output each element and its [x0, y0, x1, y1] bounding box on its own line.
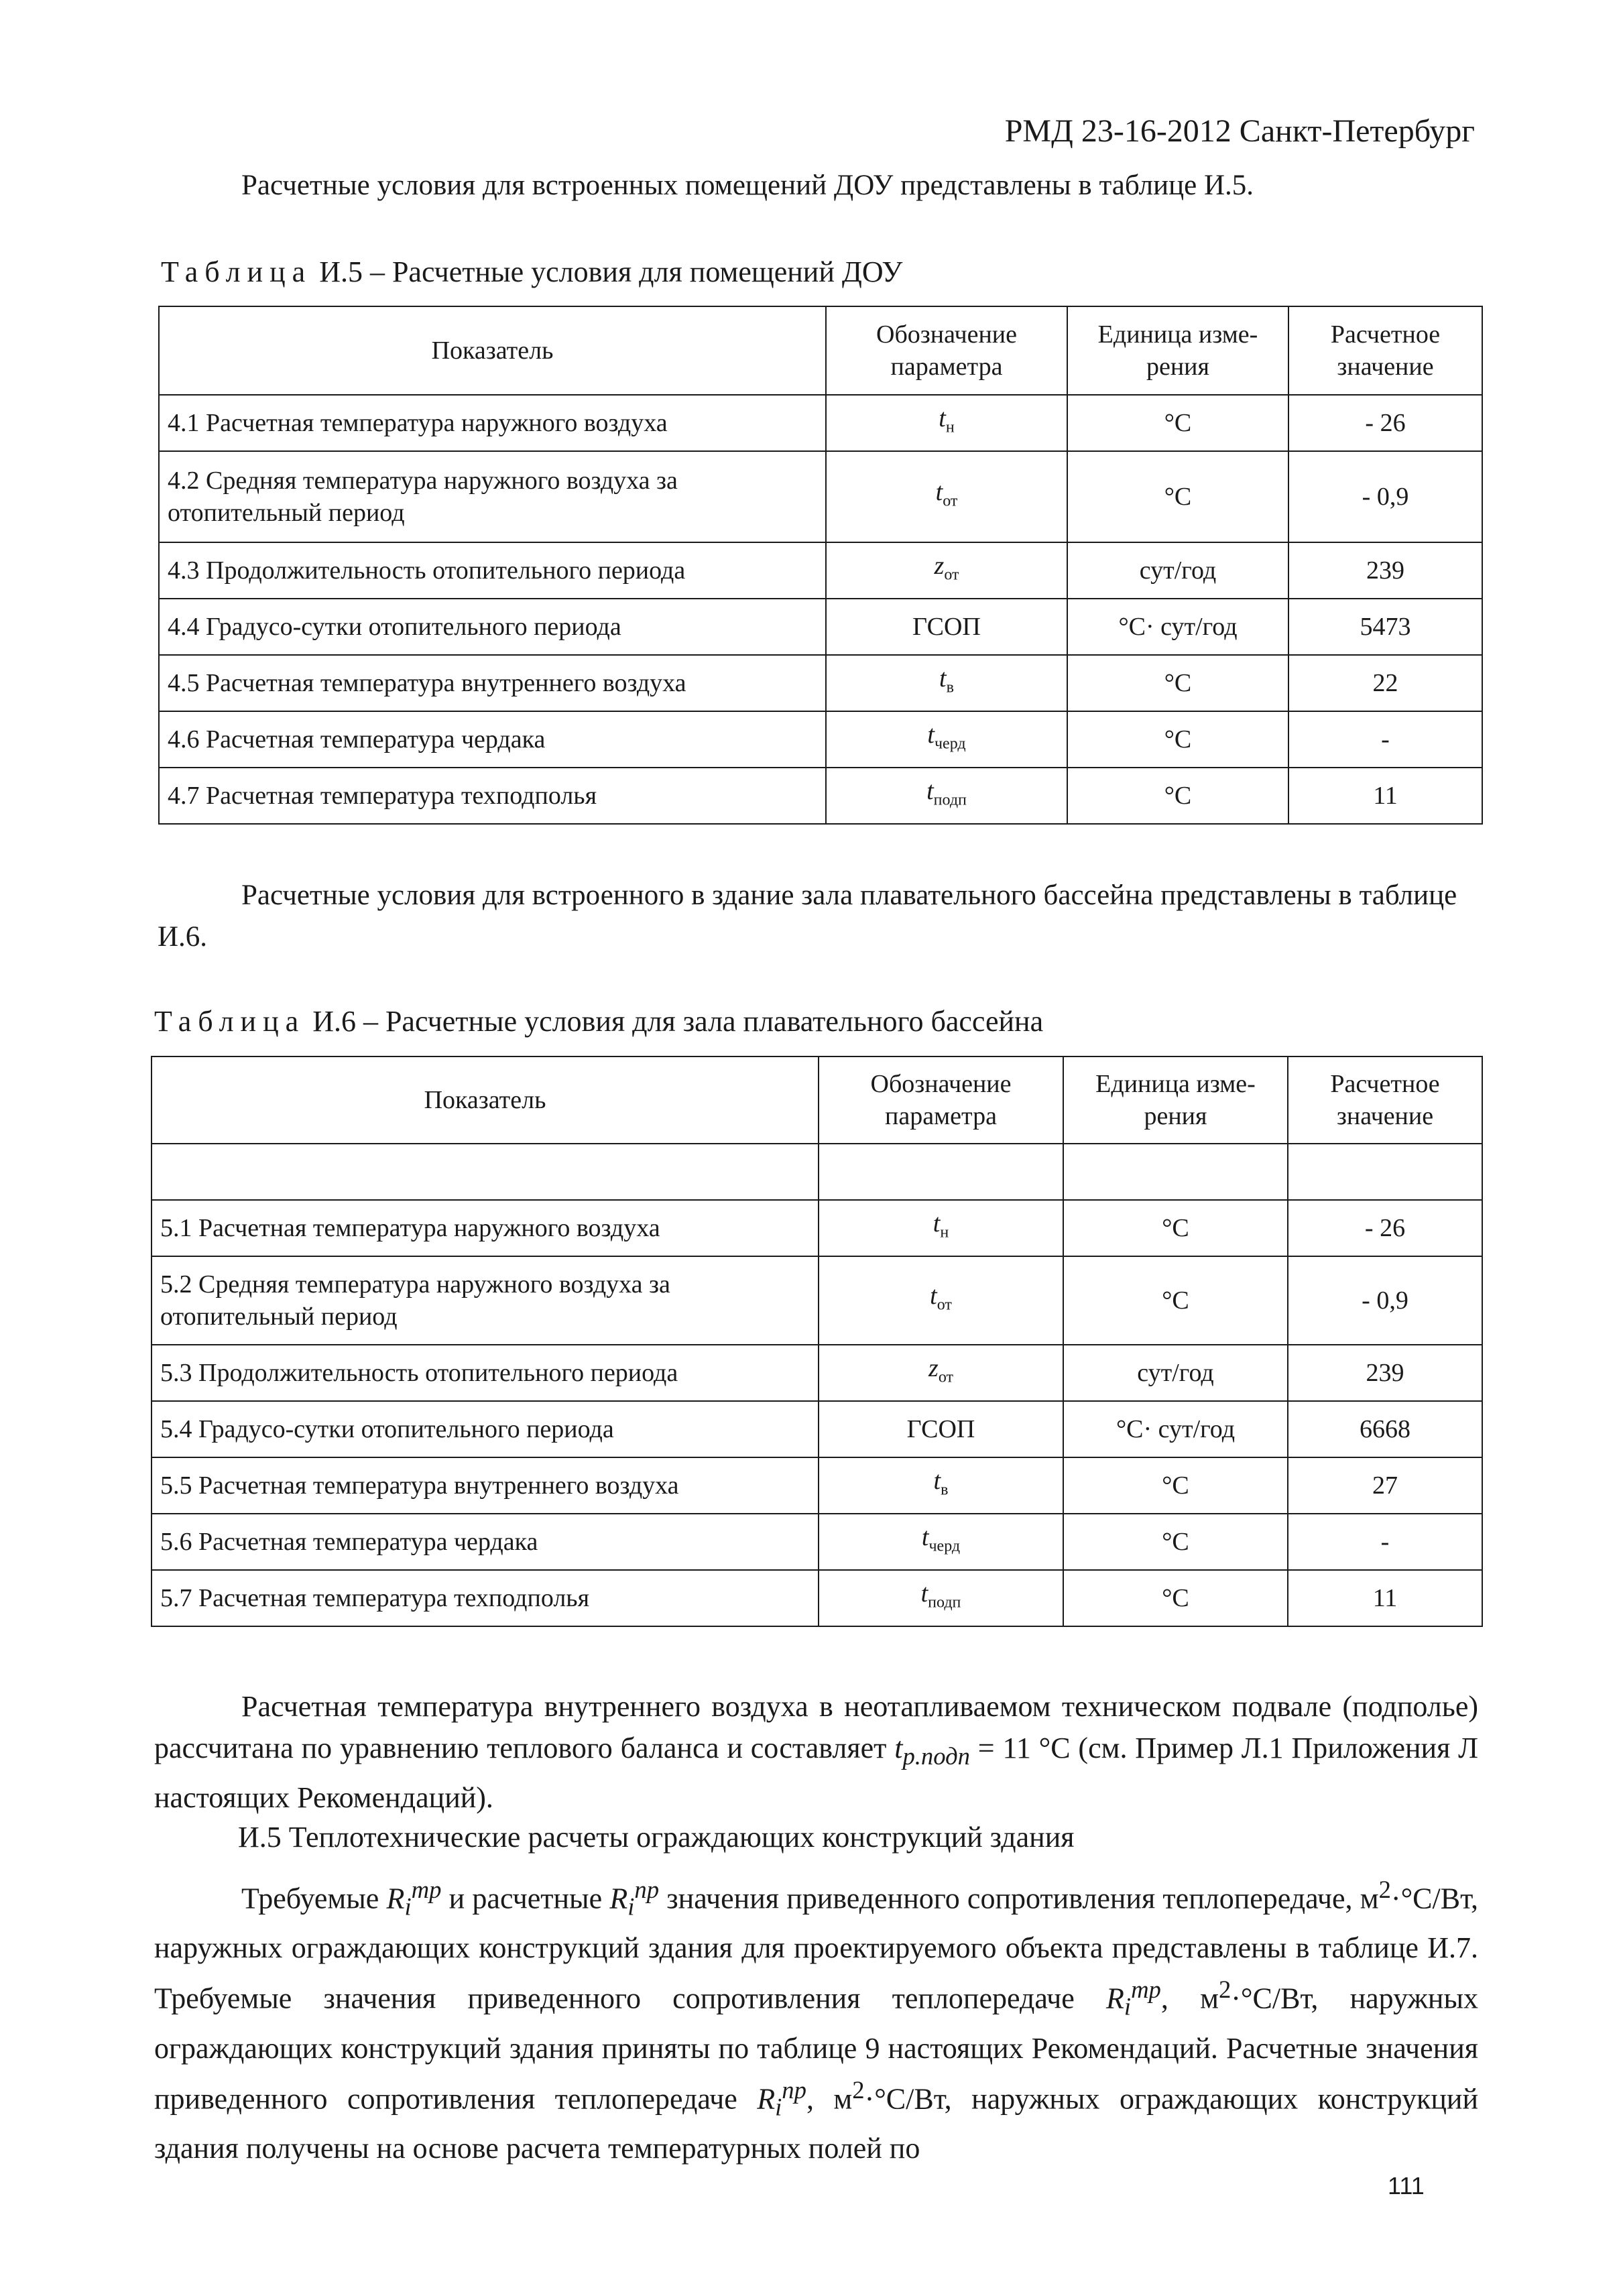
- symbol-subscript: н: [945, 418, 955, 436]
- indicator-cell: 5.5 Расчетная температура внутреннего воздуха: [152, 1457, 819, 1514]
- table1-caption-text: И.5 – Расчетные условия для помещений ДОУ: [312, 255, 903, 288]
- indicator-cell: 5.2 Средняя температура наружного воздуха за отопительный период: [152, 1256, 819, 1345]
- value-cell: 5473: [1288, 599, 1482, 655]
- symbol-cell: [826, 542, 1067, 599]
- paragraph-text: ·°С/Вт, наружных ограждающих конструкций здания для проектируемого объекта представлены в таблице И.7. Требуемые значения приведенного сопротивления теплопередаче: [154, 1882, 1479, 2016]
- symbol-cell: [819, 1514, 1063, 1570]
- table2-caption: [154, 1004, 1475, 1038]
- formula-superscript: тр: [1131, 1976, 1161, 2004]
- symbol-cell: [826, 711, 1067, 768]
- unit-cell: °C: [1063, 1457, 1288, 1514]
- value-cell: 11: [1288, 1570, 1482, 1626]
- header-cell: Обозначение параметра: [819, 1056, 1063, 1144]
- unit-cell: °C: [1063, 1256, 1288, 1345]
- formula-subscript: i: [404, 1892, 412, 1921]
- value-cell: 11: [1288, 768, 1482, 824]
- table-row: [159, 711, 1482, 768]
- table-i5-body: [159, 306, 1482, 824]
- indicator-cell: 4.1 Расчетная температура наружного воздуха: [159, 395, 826, 451]
- symbol-text: t: [933, 1209, 941, 1238]
- unit-cell: °C· сут/год: [1063, 1401, 1288, 1457]
- symbol-text: z: [928, 1354, 939, 1383]
- unit-cell: °C· сут/год: [1067, 599, 1288, 655]
- paragraph-text: ·°С/Вт, наружных ограждающих конструкций здания приняты по таблице 9 настоящих Рекомендаций. Расчетные значения приведенного сопротивления теплопередаче: [154, 1982, 1479, 2116]
- symbol-text: ГСОП: [912, 613, 981, 641]
- value-cell: - 26: [1288, 1200, 1482, 1256]
- indicator-cell: 4.7 Расчетная температура техподполья: [159, 768, 826, 824]
- symbol-subscript: в: [946, 678, 954, 697]
- symbol-subscript: черд: [934, 735, 966, 753]
- value-cell: -: [1288, 711, 1482, 768]
- paragraph-text: = 11 °С (см. Пример Л.1 Приложения Л настоящих Рекомендаций).: [154, 1732, 1478, 1814]
- table-i6-body: [152, 1056, 1482, 1626]
- symbol-text: t: [939, 664, 947, 693]
- table-row: [152, 1345, 1482, 1401]
- table-row: [152, 1200, 1482, 1256]
- symbol-cell: [819, 1345, 1063, 1401]
- formula-superscript: тр: [411, 1876, 442, 1903]
- symbol-cell: [826, 599, 1067, 655]
- value-cell: 239: [1288, 542, 1482, 599]
- table2-caption-text: И.6 – Расчетные условия для зала плавательного бассейна: [305, 1005, 1044, 1038]
- symbol-cell: [826, 655, 1067, 711]
- paragraph-basement-temperature: [154, 1686, 1478, 1819]
- formula-subscript: i: [627, 1892, 635, 1921]
- value-cell: - 0,9: [1288, 1256, 1482, 1345]
- paragraph-text: и расчетные: [441, 1882, 610, 1915]
- paragraph-text: , м: [806, 2082, 853, 2116]
- symbol-text: z: [934, 552, 945, 581]
- symbol-cell: [819, 1570, 1063, 1626]
- paragraph-text: Требуемые: [241, 1882, 387, 1915]
- unit-cell: °C: [1067, 768, 1288, 824]
- unit-cell: °C: [1063, 1514, 1288, 1570]
- symbol-text: t: [927, 721, 935, 749]
- unit-cell: °C: [1067, 655, 1288, 711]
- header-cell: Расчетное значение: [1288, 1056, 1482, 1144]
- unit-superscript: 2: [1218, 1976, 1231, 2004]
- unit-cell: сут/год: [1067, 542, 1288, 599]
- indicator-cell: 4.6 Расчетная температура чердака: [159, 711, 826, 768]
- page-number: 111: [1388, 2172, 1425, 2199]
- intro-paragraph-1: Расчетные условия для встроенных помещений ДОУ представлены в таблице И.5.: [241, 170, 1254, 201]
- unit-cell: сут/год: [1063, 1345, 1288, 1401]
- symbol-text: t: [935, 478, 943, 507]
- symbol-subscript: подп: [933, 791, 967, 809]
- table2-caption-prefix: Таблица: [154, 1005, 306, 1038]
- section-heading: И.5 Теплотехнические расчеты ограждающих конструкций здания: [238, 1821, 1075, 1854]
- formula-variable: t: [894, 1732, 903, 1764]
- unit-superscript: 2: [852, 2075, 865, 2104]
- header-cell: Обозначение параметра: [826, 306, 1067, 395]
- unit-cell: °C: [1063, 1570, 1288, 1626]
- value-cell: -: [1288, 1514, 1482, 1570]
- symbol-cell: [819, 1200, 1063, 1256]
- symbol-cell: [826, 451, 1067, 542]
- symbol-subscript: от: [938, 1368, 953, 1386]
- table-row: [159, 768, 1482, 824]
- table-row: [152, 1457, 1482, 1514]
- paragraph-text: Расчетная температура внутреннего воздуха в неотапливаемом техническом подвале (подполье) рассчитана по уравнению теплового баланса и составляет: [154, 1690, 1478, 1764]
- table1-caption-prefix: Таблица: [161, 255, 312, 288]
- symbol-text: t: [920, 1579, 928, 1608]
- indicator-cell: 5.6 Расчетная температура чердака: [152, 1514, 819, 1570]
- symbol-text: t: [939, 404, 946, 433]
- value-cell: - 0,9: [1288, 451, 1482, 542]
- table-row: [159, 655, 1482, 711]
- indicator-cell: 4.4 Градусо-сутки отопительного периода: [159, 599, 826, 655]
- table-header-row: [159, 306, 1482, 395]
- unit-superscript: 2: [1378, 1876, 1391, 1903]
- formula-subscript: i: [1124, 1992, 1132, 2020]
- indicator-cell: 5.7 Расчетная температура техподполья: [152, 1570, 819, 1626]
- paragraph-text: значения приведенного сопротивления теплопередаче, м: [659, 1882, 1379, 1915]
- value-cell: 27: [1288, 1457, 1482, 1514]
- symbol-cell: [819, 1457, 1063, 1514]
- paragraph-thermal-resistance: [154, 1869, 1478, 2169]
- symbol-cell: [826, 768, 1067, 824]
- symbol-subscript: подп: [928, 1593, 961, 1612]
- table-row: [159, 542, 1482, 599]
- table-row: [159, 395, 1482, 451]
- unit-cell: °C: [1063, 1200, 1288, 1256]
- intro-paragraph-2: Расчетные условия для встроенного в здание зала плавательного бассейна представлены в таблице И.6.: [158, 880, 1457, 953]
- unit-cell: °C: [1067, 451, 1288, 542]
- value-cell: - 26: [1288, 395, 1482, 451]
- formula-subscript: i: [775, 2093, 782, 2121]
- symbol-cell: [819, 1401, 1063, 1457]
- symbol-subscript: от: [937, 1296, 952, 1314]
- symbol-subscript: от: [943, 492, 958, 510]
- indicator-cell: 5.1 Расчетная температура наружного воздуха: [152, 1200, 819, 1256]
- formula-superscript: пр: [782, 2075, 806, 2104]
- table-row: [159, 451, 1482, 542]
- table-i6: [151, 1056, 1483, 1627]
- value-cell: 239: [1288, 1345, 1482, 1401]
- indicator-cell: 4.3 Продолжительность отопительного периода: [159, 542, 826, 599]
- empty-cell: [1063, 1144, 1288, 1200]
- indicator-cell: 4.5 Расчетная температура внутреннего воздуха: [159, 655, 826, 711]
- table-i5: [158, 306, 1483, 825]
- paragraph-text: , м: [1160, 1982, 1219, 2016]
- symbol-text: t: [930, 1282, 937, 1311]
- table-header-row: [152, 1056, 1482, 1144]
- header-cell: Единица изме-рения: [1067, 306, 1288, 395]
- table1-caption: [161, 255, 1475, 289]
- unit-cell: °C: [1067, 395, 1288, 451]
- formula-variable: R: [1106, 1982, 1124, 2016]
- symbol-cell: [826, 395, 1067, 451]
- table-row: [152, 1514, 1482, 1570]
- table-row: [152, 1570, 1482, 1626]
- symbol-text: ГСОП: [906, 1415, 975, 1443]
- formula-variable: R: [386, 1882, 405, 1915]
- symbol-text: t: [933, 1467, 941, 1496]
- indicator-cell: 4.2 Средняя температура наружного воздуха за отопительный период: [159, 451, 826, 542]
- formula-variable: R: [609, 1882, 628, 1915]
- indicator-cell: 5.3 Продолжительность отопительного периода: [152, 1345, 819, 1401]
- header-cell: Расчетное значение: [1288, 306, 1482, 395]
- value-cell: 22: [1288, 655, 1482, 711]
- formula-subscript: р.подп: [902, 1742, 970, 1770]
- header-cell: Единица изме-рения: [1063, 1056, 1288, 1144]
- empty-cell: [819, 1144, 1063, 1200]
- formula-superscript: пр: [634, 1876, 660, 1903]
- indicator-cell: 5.4 Градусо-сутки отопительного периода: [152, 1401, 819, 1457]
- table-row: [152, 1256, 1482, 1345]
- header-cell: Показатель: [152, 1056, 819, 1144]
- formula-variable: R: [757, 2082, 776, 2116]
- symbol-subscript: н: [940, 1223, 949, 1242]
- symbol-text: t: [921, 1523, 929, 1552]
- symbol-text: t: [926, 777, 934, 806]
- header-cell: Показатель: [159, 306, 826, 395]
- empty-cell: [152, 1144, 819, 1200]
- symbol-subscript: в: [941, 1481, 949, 1499]
- document-header: РМД 23-16-2012 Санкт-Петербург: [1004, 113, 1475, 149]
- symbol-subscript: от: [944, 566, 959, 584]
- unit-cell: °C: [1067, 711, 1288, 768]
- table-row: [152, 1401, 1482, 1457]
- symbol-subscript: черд: [928, 1537, 961, 1555]
- table-row: [159, 599, 1482, 655]
- empty-row: [152, 1144, 1482, 1200]
- empty-cell: [1288, 1144, 1482, 1200]
- value-cell: 6668: [1288, 1401, 1482, 1457]
- symbol-cell: [819, 1256, 1063, 1345]
- paragraph-text: ·°С/Вт, наружных ограждающих конструкций здания получены на основе расчета температурных полей по: [154, 2082, 1478, 2165]
